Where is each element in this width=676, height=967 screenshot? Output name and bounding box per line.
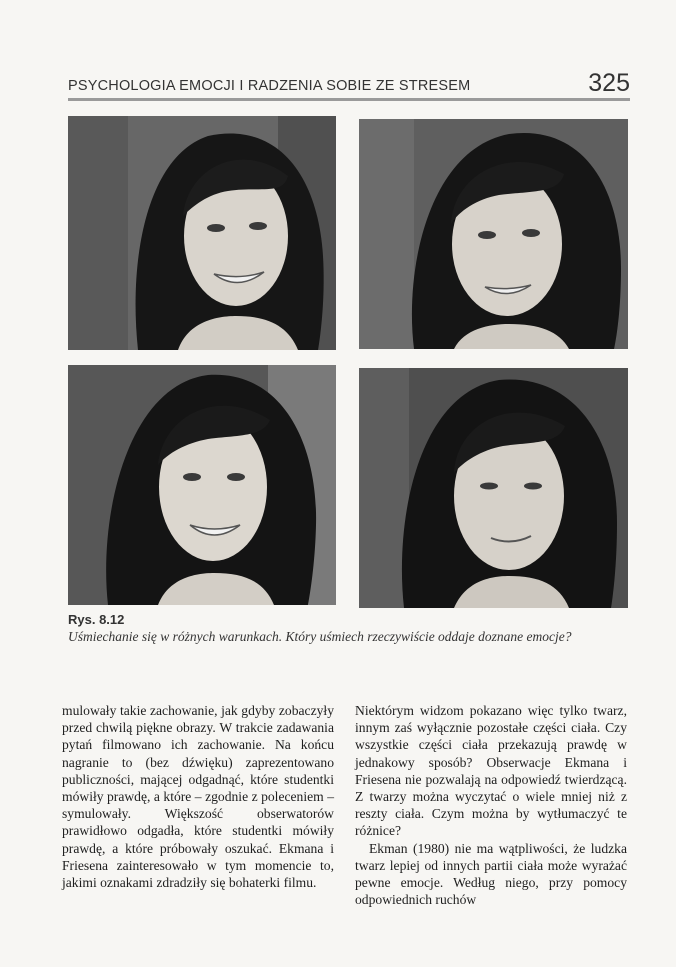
- right-text-column: [355, 702, 627, 908]
- figure-photo-4: [359, 368, 628, 608]
- running-title: PSYCHOLOGIA EMOCJI I RADZENIA SOBIE ZE STRESEM: [68, 78, 471, 94]
- woman-smiling-image-3: [68, 365, 336, 605]
- woman-smiling-image-1: [68, 116, 336, 350]
- woman-smiling-image-2: [359, 119, 628, 349]
- left-text-column: [62, 702, 334, 891]
- figure-photo-1: [68, 116, 336, 350]
- woman-smiling-image-4: [359, 368, 628, 608]
- figure-label: Rys. 8.12: [68, 612, 125, 627]
- figure-caption: Uśmiechanie się w różnych warunkach. Który uśmiech rzeczywiście oddaje doznane emocje?: [68, 629, 572, 644]
- figure-photo-2: [359, 119, 628, 349]
- body-paragraph: Ekman (1980) nie ma wątpliwości, że ludzka twarz lepiej od innych partii ciała może wyrażać pewne emocje. Według niego, przy pomocy odpowiednich ruchów: [355, 840, 627, 908]
- body-paragraph: mulowały takie zachowanie, jak gdyby zobaczyły przed chwilą piękne obrazy. W trakcie zadawania pytań filmowano ich zachowanie. Na końcu nagranie to (bez dźwięku) zaprezentowano publiczności, mającej odgadnąć, które studentki mówiły prawdę, a które – zgodnie z poleceniem – symulowały. Większość obserwatorów prawidłowo odgadła, które studentki mówiły prawdę, a które próbowały oszukać. Ekmana i Friesena zainteresowało w tym momencie to, jakimi oznakami zdradziły się bohaterki filmu.: [62, 703, 334, 891]
- page-number: 325: [588, 69, 630, 97]
- body-paragraph: Niektórym widzom pokazano więc tylko twarz, innym zaś wyłącznie pozostałe części ciała. Czy wszystkie części ciała przekazują prawdę w jednakowy sposób? Obserwacje Ekmana i Friesena nie pozwalają na odpowiedź twierdzącą. Z twarzy można wyczytać o wiele mniej niż z reszty ciała. Czym można by wytłumaczyć te różnice?: [355, 703, 627, 839]
- figure-photo-3: [68, 365, 336, 605]
- running-header: [68, 70, 630, 101]
